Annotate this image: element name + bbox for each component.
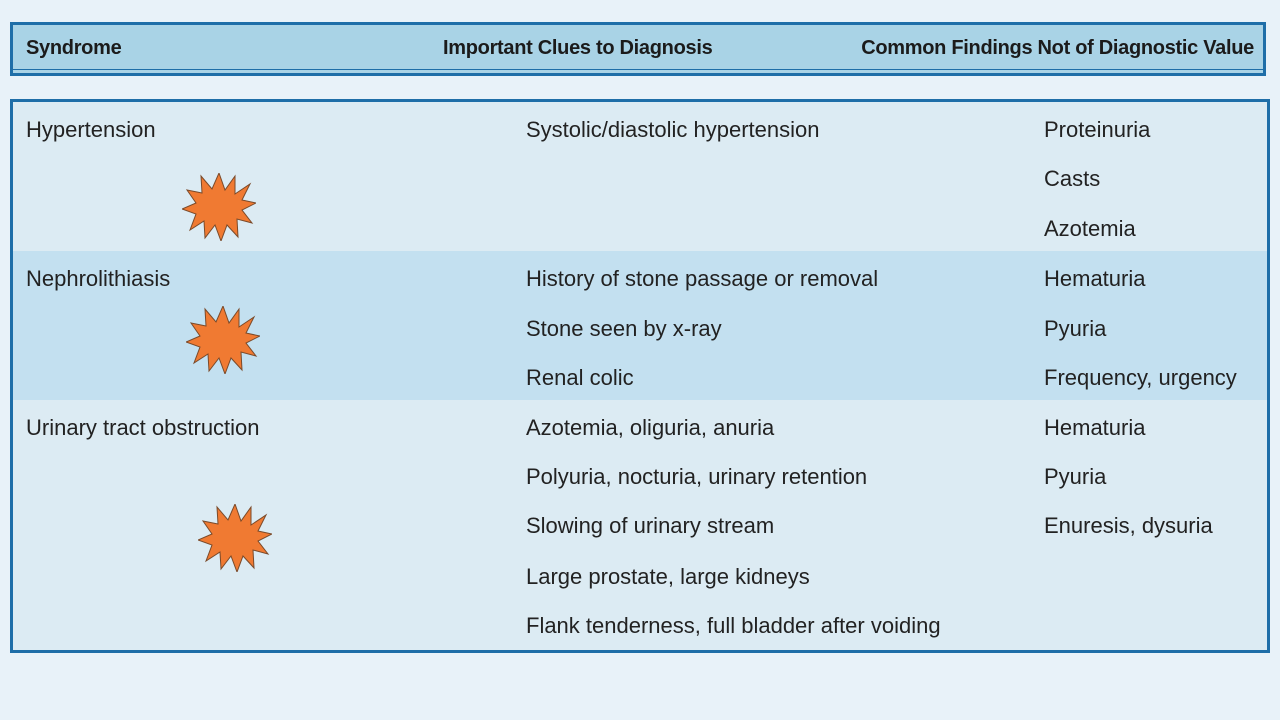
finding-cell: Proteinuria xyxy=(1044,117,1151,142)
table-row-hypertension xyxy=(13,102,1267,251)
clue-cell: Slowing of urinary stream xyxy=(526,513,775,538)
header-syndrome: Syndrome xyxy=(26,37,122,59)
finding-cell: Enuresis, dysuria xyxy=(1044,513,1213,538)
finding-cell: Pyuria xyxy=(1044,464,1107,489)
header-findings: Common Findings Not of Diagnostic Value xyxy=(861,37,1254,59)
finding-cell: Frequency, urgency xyxy=(1044,365,1237,390)
table-row-urinary-obstruction xyxy=(13,400,1267,653)
syndrome-table xyxy=(10,99,1270,653)
syndrome-cell: Hypertension xyxy=(26,117,156,142)
clue-cell: Flank tenderness, full bladder after voiding xyxy=(526,613,941,638)
clue-cell: Renal colic xyxy=(526,365,634,390)
clue-cell: Azotemia, oliguria, anuria xyxy=(526,415,775,440)
header-clues: Important Clues to Diagnosis xyxy=(443,37,713,59)
table-header xyxy=(10,22,1266,76)
clue-cell: Stone seen by x-ray xyxy=(526,316,722,341)
syndrome-cell: Urinary tract obstruction xyxy=(26,415,260,440)
clue-cell: Systolic/diastolic hypertension xyxy=(526,117,820,142)
clue-cell: Polyuria, nocturia, urinary retention xyxy=(526,464,868,489)
starburst-icon xyxy=(182,173,256,241)
finding-cell: Casts xyxy=(1044,166,1101,191)
finding-cell: Azotemia xyxy=(1044,216,1136,241)
clue-cell: History of stone passage or removal xyxy=(526,266,879,291)
finding-cell: Hematuria xyxy=(1044,266,1146,291)
starburst-icon xyxy=(198,504,272,572)
table-row-nephrolithiasis xyxy=(13,251,1267,400)
finding-cell: Hematuria xyxy=(1044,415,1146,440)
starburst-icon xyxy=(186,306,260,374)
syndrome-cell: Nephrolithiasis xyxy=(26,266,171,291)
finding-cell: Pyuria xyxy=(1044,316,1107,341)
clue-cell: Large prostate, large kidneys xyxy=(526,564,810,589)
